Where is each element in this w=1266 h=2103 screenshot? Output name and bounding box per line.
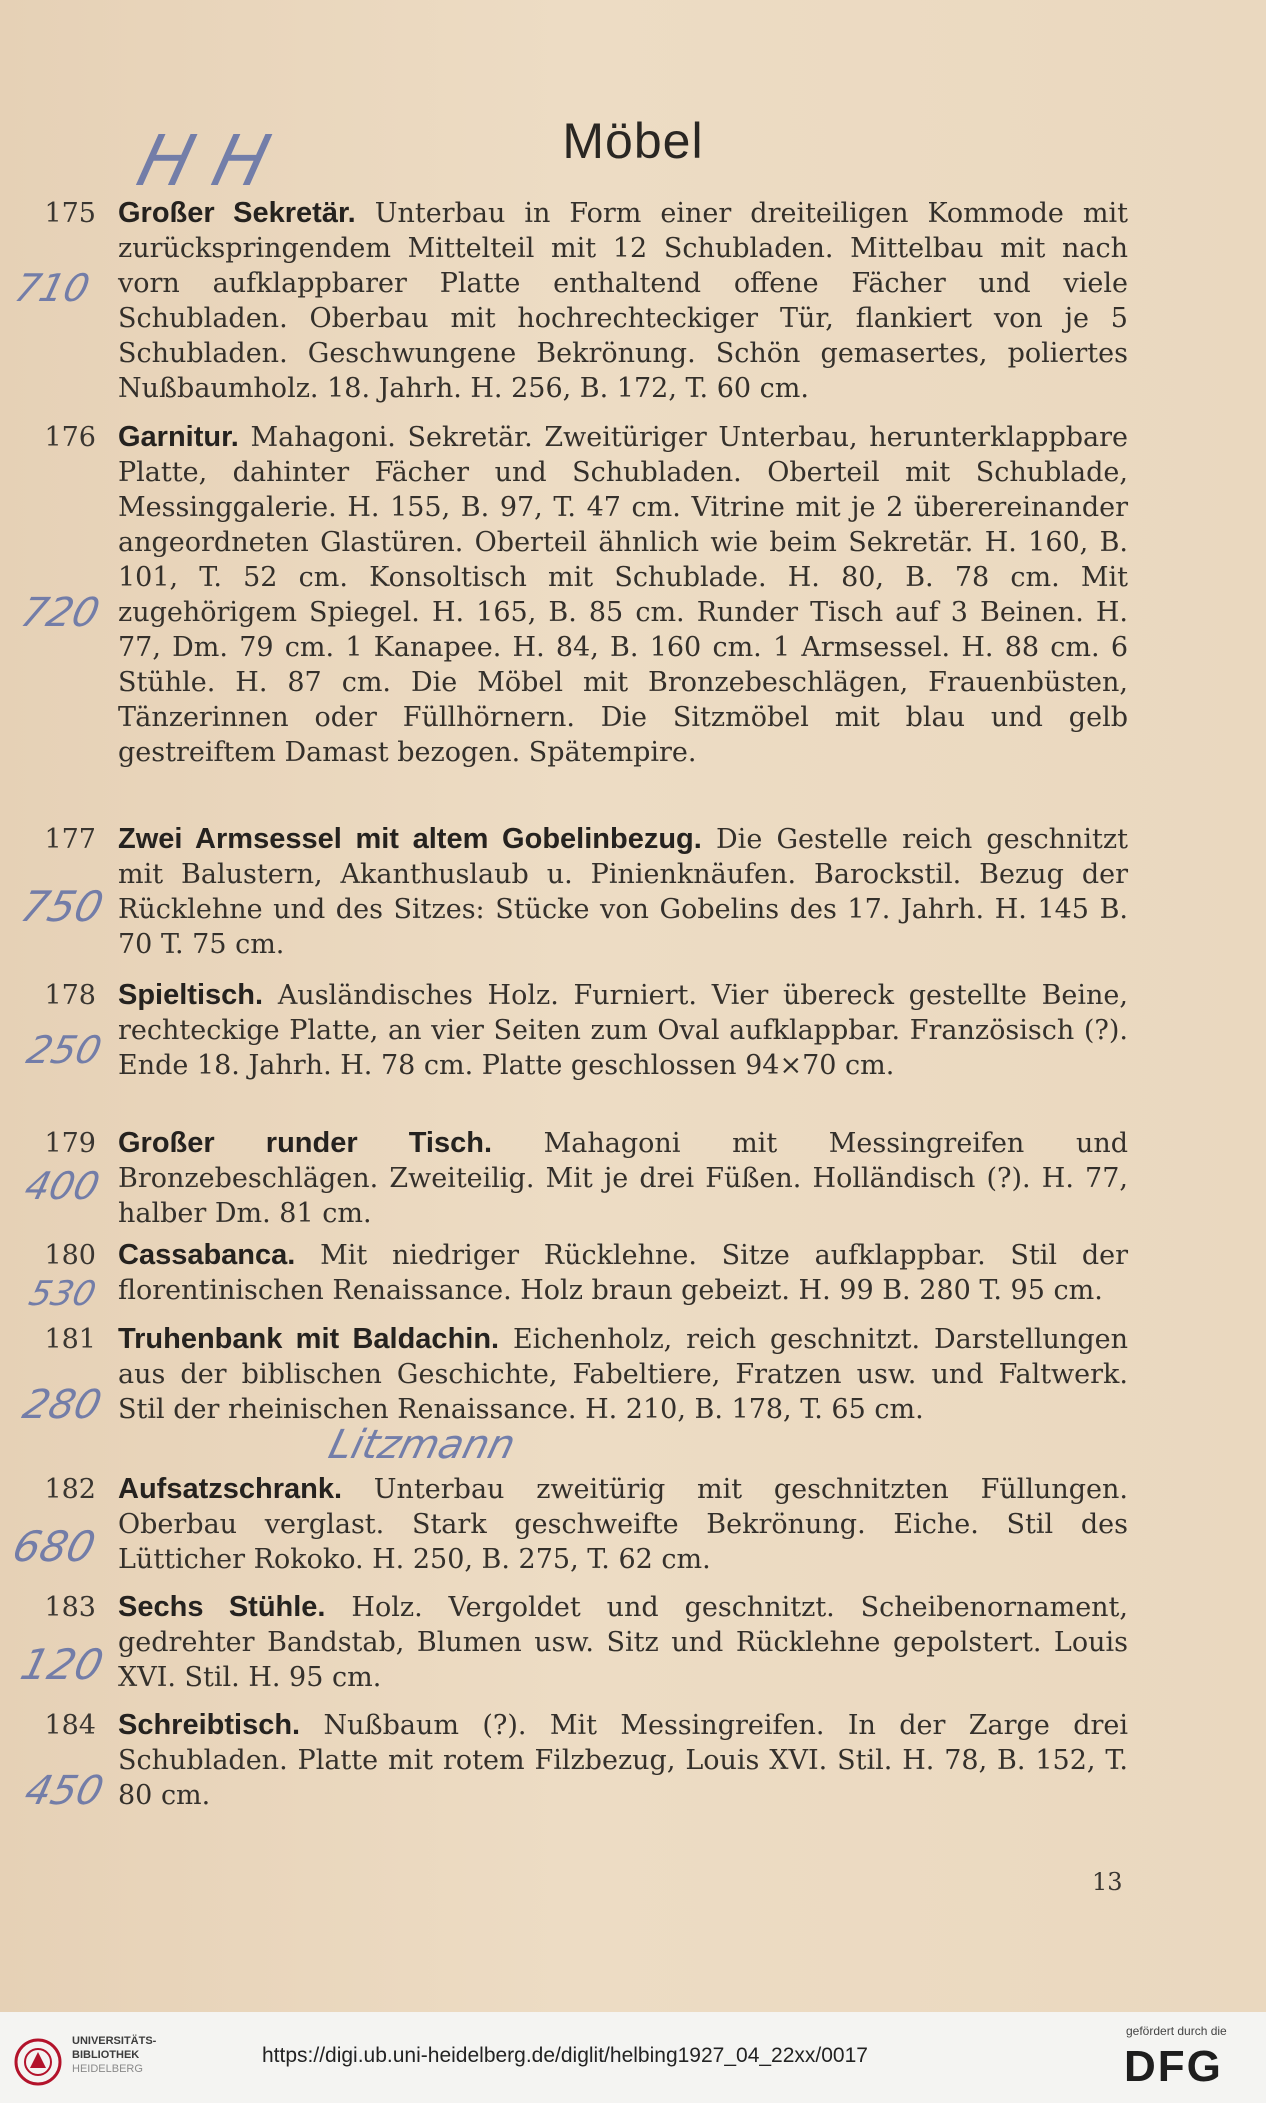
lot-heading: Spieltisch. <box>118 979 264 1011</box>
page-title: Möbel <box>562 113 704 169</box>
lot-number: 180 <box>44 1240 96 1271</box>
lot-number: 176 <box>44 422 96 453</box>
lot-body: Mahagoni mit Messingreifen und Bronzebeschlägen. Zweiteilig. Mit je drei Füßen. Holländisch (?). H. 77, halber Dm. 81 cm. <box>118 1128 1129 1229</box>
university-seal-icon <box>14 2038 62 2086</box>
sponsor-label: gefördert durch die <box>1126 2024 1227 2038</box>
handwritten-price: 400 <box>20 1164 105 1208</box>
dfg-logo: DFG <box>1124 2042 1223 2091</box>
lot-description <box>118 1590 1128 1695</box>
handwritten-price: 280 <box>18 1382 107 1428</box>
institution-name: UNIVERSITÄTS- BIBLIOTHEK HEIDELBERG <box>72 2035 157 2075</box>
lot-number: 184 <box>44 1710 96 1741</box>
footer-bar <box>0 2012 1266 2103</box>
lot-description <box>118 196 1128 406</box>
lot-body: Mit niedriger Rücklehne. Sitze aufklappbar. Stil der florentinischen Renaissance. Holz braun gebeizt. H. 99 B. 280 T. 95 cm. <box>118 1240 1128 1306</box>
lot-body: Unterbau zweitürig mit geschnitzten Füllungen. Oberbau verglast. Stark geschweifte Bekrönung. Eiche. Stil des Lütticher Rokoko. H. 250, B. 275, T. 62 cm. <box>118 1474 1128 1575</box>
lot-description <box>118 1126 1128 1231</box>
lot-number: 181 <box>44 1324 96 1355</box>
lot-description <box>118 1708 1128 1813</box>
handwritten-price: 750 <box>15 882 109 931</box>
lot-heading: Großer Sekretär. <box>118 197 356 229</box>
lot-number: 177 <box>44 824 96 855</box>
lot-heading: Cassabanca. <box>118 1239 296 1271</box>
handwritten-price: 680 <box>7 1522 101 1571</box>
lot-body: Nußbaum (?). Mit Messingreifen. In der Zarge drei Schubladen. Platte mit rotem Filzbezug, Louis XVI. Stil. H. 78, B. 152, T. 80 cm. <box>118 1710 1128 1811</box>
lot-description <box>118 420 1128 770</box>
lot-heading: Truhenbank mit Baldachin. <box>118 1323 500 1355</box>
page-number: 13 <box>1092 1868 1123 1896</box>
lot-heading: Großer runder Tisch. <box>118 1127 493 1159</box>
lot-heading: Aufsatzschrank. <box>118 1473 343 1505</box>
lot-body: Holz. Vergoldet und geschnitzt. Scheibenornament, gedrehter Bandstab, Blumen usw. Sitz und Rücklehne gepolstert. Louis XVI. Stil. H. 95 cm. <box>118 1592 1128 1693</box>
lot-description <box>118 1322 1128 1427</box>
lot-description <box>118 822 1128 962</box>
lot-number: 179 <box>44 1128 96 1159</box>
handwritten-price: 120 <box>15 1640 109 1689</box>
handwritten-buyer: Litzmann <box>324 1422 521 1468</box>
handwritten-price: 720 <box>16 590 105 636</box>
lot-body: Mahagoni. Sekretär. Zweitüriger Unterbau, herunterklappbare Platte, dahinter Fächer und Schubladen. Oberteil mit Schublade, Messinggalerie. H. 155, B. 97, T. 47 cm. Vitrine mit je 2 überereinander angeordneten Glastüren. Oberteil ähnlich wie beim Sekretär. H. 160, B. 101, T. 52 cm. Konsoltisch mit Schublade. H. 80, B. 78 cm. Mit zugehörigem Spiegel. H. 165, B. 85 cm. Runder Tisch auf 3 Beinen. H. 77, Dm. 79 cm. 1 Kanapee. H. 84, B. 160 cm. 1 Armsessel. H. 88 cm. 6 Stühle. H. 87 cm. Die Möbel mit Bronzebeschlägen, Frauenbüsten, Tänzerinnen oder Füllhörnern. Die Sitzmöbel mit blau und gelb gestreiftem Damast bezogen. Spätempire. <box>118 422 1128 768</box>
lot-heading: Garnitur. <box>118 421 239 453</box>
lot-number: 182 <box>44 1474 96 1505</box>
handwritten-price: 710 <box>10 266 95 310</box>
lot-heading: Zwei Armsessel mit altem Gobelinbezug. <box>118 823 702 855</box>
lot-description <box>118 1472 1128 1577</box>
handwritten-initials: H H <box>129 120 278 202</box>
lot-description <box>118 1238 1128 1308</box>
lot-number: 175 <box>44 198 96 229</box>
handwritten-price: 530 <box>25 1274 100 1314</box>
handwritten-price: 250 <box>22 1028 107 1072</box>
lot-body: Ausländisches Holz. Furniert. Vier übereck gestellte Beine, rechteckige Platte, an vier Seiten zum Oval aufklappbar. Französisch (?). Ende 18. Jahrh. H. 78 cm. Platte geschlossen 94×70 cm. <box>118 980 1128 1081</box>
lot-heading: Sechs Stühle. <box>118 1591 326 1623</box>
lot-description <box>118 978 1128 1083</box>
lot-body: Unterbau in Form einer dreiteiligen Kommode mit zurückspringendem Mittelteil mit 12 Schubladen. Mittelbau mit nach vorn aufklappbarer Platte enthaltend offene Fächer und viele Schubladen. Oberbau mit hochrechteckiger Tür, flankiert von je 5 Schubladen. Geschwungene Bekrönung. Schön gemasertes, poliertes Nußbaumholz. 18. Jahrh. H. 256, B. 172, T. 60 cm. <box>118 198 1128 404</box>
handwritten-price: 450 <box>20 1768 109 1814</box>
lot-body: Die Gestelle reich geschnitzt mit Balustern, Akanthuslaub u. Pinienknäufen. Barockstil. Bezug der Rücklehne und des Sitzes: Stücke von Gobelins des 17. Jahrh. H. 145 B. 70 T. 75 cm. <box>118 824 1128 960</box>
document-url[interactable]: https://digi.ub.uni-heidelberg.de/diglit/helbing1927_04_22xx/0017 <box>262 2044 868 2067</box>
lot-body: Eichenholz, reich geschnitzt. Darstellungen aus der biblischen Geschichte, Fabeltiere, Fratzen usw. und Faltwerk. Stil der rheinischen Renaissance. H. 210, B. 178, T. 65 cm. <box>118 1324 1128 1425</box>
lot-number: 183 <box>44 1592 96 1623</box>
lot-heading: Schreibtisch. <box>118 1709 301 1741</box>
lot-number: 178 <box>44 980 96 1011</box>
